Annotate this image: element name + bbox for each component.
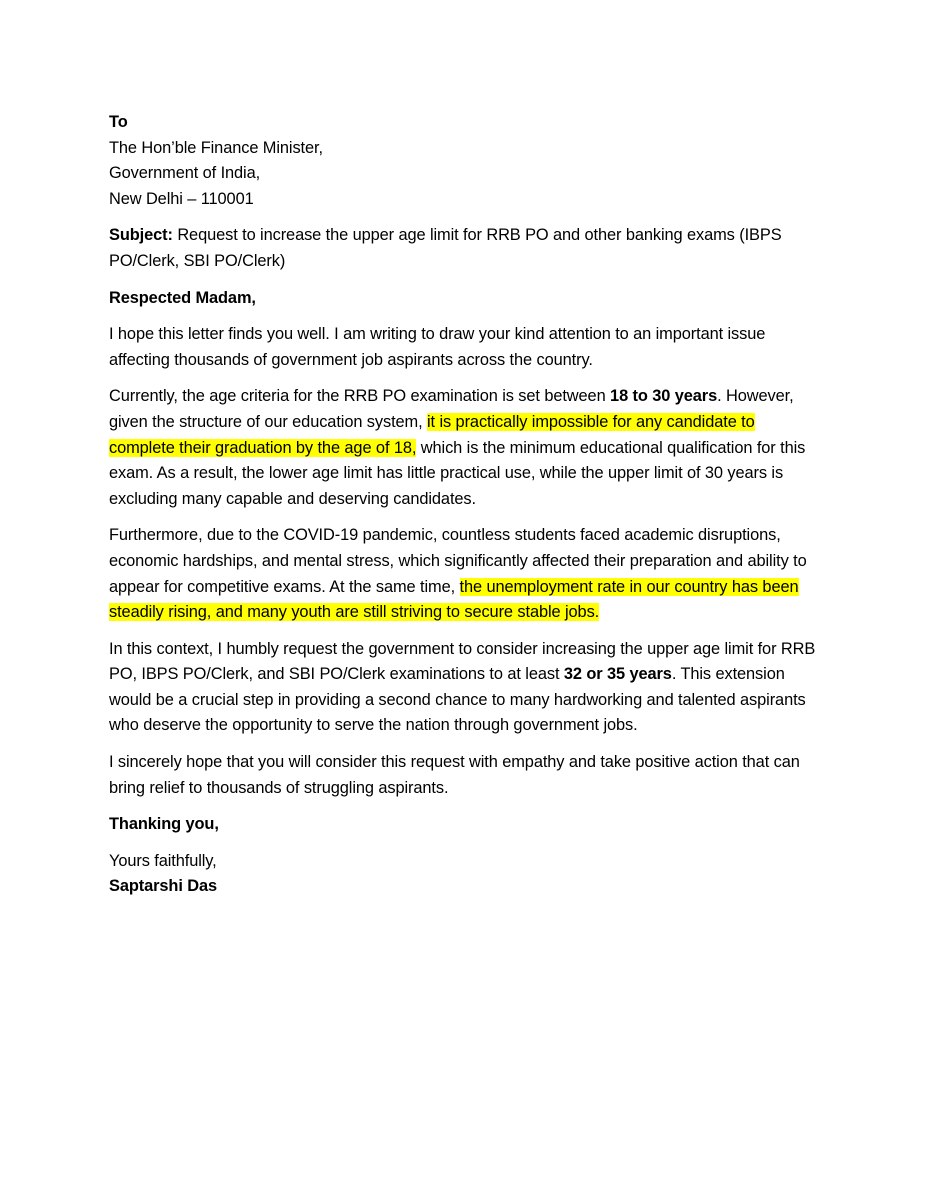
address-line-2: Government of India, [109,164,261,183]
age-range-bold: 18 to 30 years [610,387,718,406]
closing: Thanking you, [109,815,219,834]
paragraph-4-text-1: In this context, I humbly request the government to consider increasing the upper age limit for RRB PO, IBPS PO/Clerk, and SBI PO/Clerk examinations to at least [109,639,816,684]
paragraph-5: I sincerely hope that you will consider this request with empathy and take positive action that can bring relief to thousands of struggling aspirants. [109,753,800,797]
signoff-block [109,849,821,900]
highlight-unemployment: the unemployment rate in our country has been steadily rising, and many youth are still striving to secure stable jobs. [109,577,799,622]
salutation: Respected Madam, [109,288,256,307]
subject-line [109,223,821,274]
paragraph-1: I hope this letter finds you well. I am writing to draw your kind attention to an important issue affecting thousands of government job aspirants across the country. [109,325,766,369]
address-to: To [109,113,128,131]
signature: Saptarshi Das [109,877,218,896]
paragraph-3-text-1: Furthermore, due to the COVID-19 pandemic, countless students faced academic disruptions, economic hardships, and mental stress, which significantly affected their preparation and ability to appear for competitive exams. At the same time, [109,526,807,596]
subject-text: Request to increase the upper age limit for RRB PO and other banking exams (IBPS PO/Clerk, SBI PO/Clerk) [109,226,782,270]
signoff: Yours faithfully, [109,851,217,870]
letter-body [109,110,821,900]
requested-age-bold: 32 or 35 years [563,665,672,684]
address-block [109,110,821,212]
paragraph-4-text-2: . This extension would be a crucial step in providing a second chance to many hardworking and talented aspirants who deserve the opportunity to serve the nation through government jobs. [109,665,806,735]
paragraph-2-text-1: Currently, the age criteria for the RRB PO examination is set between [109,387,611,406]
paragraph-2-text-3: which is the minimum educational qualification for this exam. As a result, the lower age limit has little practical use, while the upper limit of 30 years is excluding many capable and deserving candidates. [109,438,806,508]
paragraph-2-text-2: . However, given the structure of our education system, [109,387,794,431]
address-line-3: New Delhi – 110001 [109,189,254,208]
highlight-graduation: it is practically impossible for any candidate to complete their graduation by the age of 18, [109,412,755,457]
address-line-1: The Hon’ble Finance Minister, [109,138,323,157]
paragraph-3 [109,523,821,625]
paragraph-4 [109,637,821,739]
paragraph-2 [109,384,821,512]
subject-label: Subject: [109,226,173,245]
